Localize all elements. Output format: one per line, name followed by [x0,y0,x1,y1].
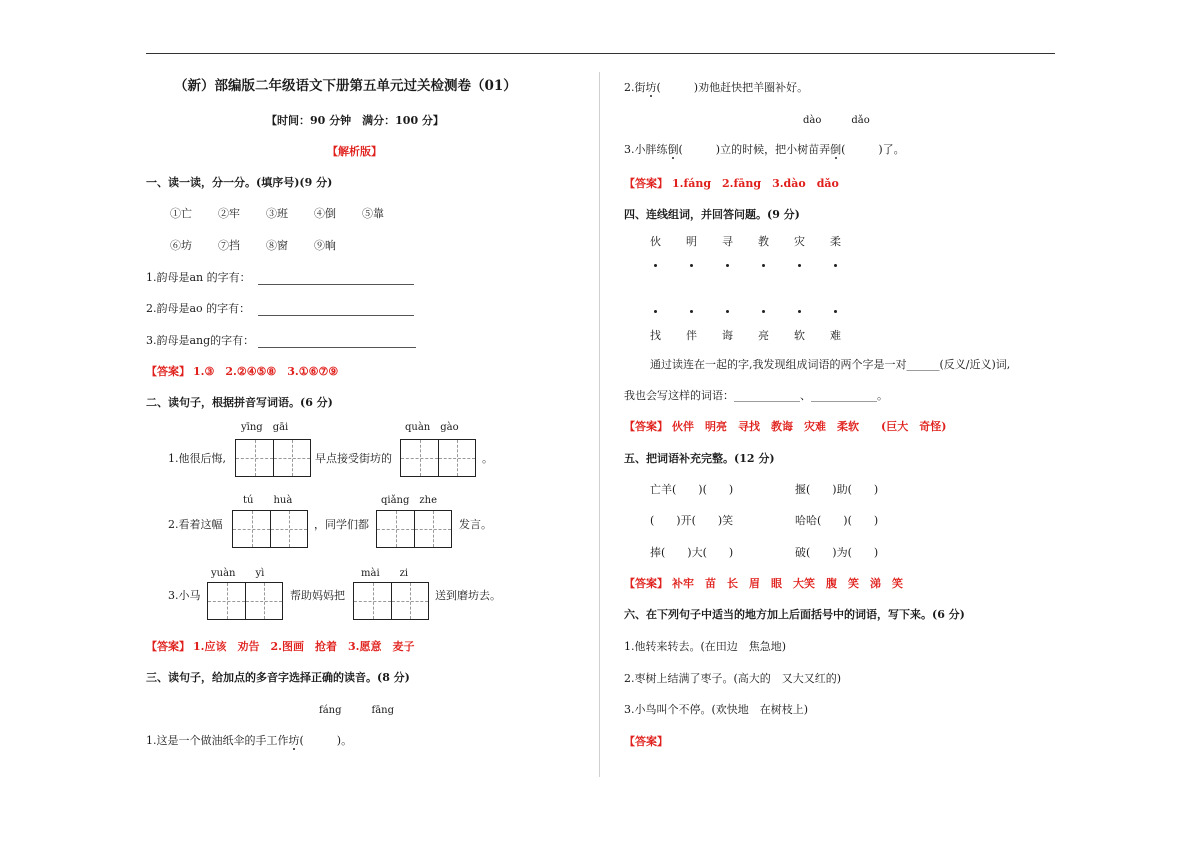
q1-item-3: 3.韵母是ang的字有： [146,334,255,347]
q3-answer-label: 【答案】 [624,177,668,190]
q2-heading: 二、读句子，根据拼音写词语。(6 分) [146,396,333,409]
q2-writing-grid-2a[interactable] [232,510,308,548]
q3-s3-dotted-char-1: 倒 [667,143,679,156]
q1-char: ⑦挡 [218,239,240,252]
q3-s3-post: ( )了。 [841,143,905,156]
q6-item-3: 3.小鸟叫个不停。(欢快地 在树枝上) [624,703,809,716]
q4-connect-dot[interactable] [654,264,657,267]
q2-sentence-1-mid: 早点接受街坊的 [315,452,392,465]
q3-s3-mid: ( )立的时候，把小树苗弄 [678,143,831,156]
q5-heading: 五、把词语补充完整。(12 分) [624,452,775,465]
q1-answer-label: 【答案】 [146,365,190,378]
q4-connect-dot[interactable] [798,310,801,313]
q2-answer-label: 【答案】 [146,640,190,653]
q2-writing-grid-3a[interactable] [207,582,283,620]
q1-answer: 1.③ 2.②④⑤⑧ 3.①⑥⑦⑨ [193,365,339,378]
q2-sentence-2-end: 发言。 [459,518,492,531]
q3-s2-post: ( )劝他赶快把羊圈补好。 [656,81,809,94]
q3-sentence-1 [146,734,352,748]
column-divider [599,72,600,777]
q2-pinyin-1b: quàn gào [405,422,459,433]
q6-heading: 六、在下列句子中适当的地方加上后面括号中的词语，写下来。(6 分) [624,608,965,621]
q6-item-2: 2.枣树上结满了枣子。(高大的 又大又红的) [624,672,842,685]
q4-connect-dot[interactable] [726,310,729,313]
exam-meta: 【时间：90 分钟 满分：100 分】 [266,114,444,127]
q4-prompt-line-1: 通过读连在一起的字,我发现组成词语的两个字是一对______(反义/近义)词, [650,358,1011,371]
q4-bottom-char: 难 [830,329,841,342]
q4-top-char: 教 [758,235,769,248]
q2-pinyin-3b: mài zi [361,568,409,579]
q4-top-char: 明 [686,235,697,248]
q3-sentence-2 [624,81,808,95]
q1-char: ③班 [266,207,288,220]
q4-bottom-char: 找 [650,329,661,342]
q2-sentence-3-mid: 帮助妈妈把 [290,589,345,602]
q2-sentence-2-start: 2.看着这幅 [168,518,223,531]
q5-answer: 补牢 苗 长 眉 眼 大笑 腹 笑 涕 笑 [672,577,903,590]
q4-bottom-char: 软 [794,329,805,342]
q1-char: ⑤靠 [362,207,384,220]
edition-label: 【解析版】 [327,145,382,158]
q5-phrase[interactable]: 亡羊( )( ) [650,483,734,496]
q2-sentence-2-mid: ，同学们都 [314,518,369,531]
q2-pinyin-2b: qiǎng zhe [381,495,438,506]
q4-connect-dot[interactable] [690,264,693,267]
q5-phrase[interactable]: 破( )为( ) [795,546,879,559]
q1-answer-line-1[interactable] [258,284,414,285]
q3-s1-dotted-char: 坊 [288,734,300,747]
q4-connect-dot[interactable] [762,264,765,267]
q2-sentence-1-end: 。 [482,452,493,465]
page-top-rule [146,53,1055,54]
q3-s2-pre: 2.街 [624,81,646,94]
q2-answer: 1.应该 劝告 2.图画 抢着 3.愿意 麦子 [193,640,415,653]
q4-bottom-char: 诲 [722,329,733,342]
q1-item-2: 2.韵母是ao 的字有： [146,302,251,315]
page-title: （新）部编版二年级语文下册第五单元过关检测卷（01） [174,78,517,94]
q4-top-char: 柔 [830,235,841,248]
q1-heading: 一、读一读，分一分。(填序号)(9 分) [146,176,333,189]
q3-s3-pre: 3.小胖练 [624,143,668,156]
q5-phrase[interactable]: ( )开( )笑 [650,514,734,527]
q6-item-1: 1.他转来转去。(在田边 焦急地) [624,640,787,653]
q1-char: ⑥坊 [170,239,192,252]
q2-pinyin-2a: tú huà [243,495,293,506]
q4-top-char: 灾 [794,235,805,248]
q2-writing-grid-2b[interactable] [376,510,452,548]
q4-connect-dot[interactable] [798,264,801,267]
q2-writing-grid-1b[interactable] [400,439,476,477]
q4-connect-dot[interactable] [654,310,657,313]
q4-top-char: 寻 [722,235,733,248]
q1-answer-line-2[interactable] [258,315,414,316]
q5-phrase[interactable]: 哈哈( )( ) [795,514,879,527]
q3-s2-dotted-char: 坊 [645,81,657,94]
q1-answer-line-3[interactable] [258,347,416,348]
q4-connect-dot[interactable] [762,310,765,313]
q4-bottom-char: 伴 [686,329,697,342]
q4-connect-dot[interactable] [834,264,837,267]
q2-writing-grid-1a[interactable] [235,439,311,477]
q5-phrase[interactable]: 揠( )助( ) [795,483,879,496]
q4-heading: 四、连线组词，并回答问题。(9 分) [624,208,800,221]
q5-answer-label: 【答案】 [624,577,668,590]
q3-answer: 1.fáng 2.fāng 3.dào dǎo [672,177,839,190]
q1-item-1: 1.韵母是an 的字有： [146,271,251,284]
q4-prompt-line-2: 我也会写这样的词语：____________、____________。 [624,389,888,402]
q3-pinyin-options-b: dào dǎo [803,115,870,126]
q3-heading: 三、读句子，给加点的多音字选择正确的读音。(8 分) [146,671,410,684]
q1-char: ⑨晌 [314,239,336,252]
q3-s1-pre: 1.这是一个做油纸伞的手工作 [146,734,289,747]
q4-answer: 伙伴 明亮 寻找 教诲 灾难 柔软 (巨大 奇怪) [672,420,947,433]
q5-phrase[interactable]: 捧( )大( ) [650,546,734,559]
q1-char: ⑧窗 [266,239,288,252]
q3-s3-dotted-char-2: 倒 [830,143,842,156]
q4-bottom-char: 亮 [758,329,769,342]
q2-sentence-3-end: 送到磨坊去。 [435,589,501,602]
q1-char: ②牢 [218,207,240,220]
q4-connect-dot[interactable] [726,264,729,267]
q3-sentence-3 [624,143,905,157]
q6-answer-label: 【答案】 [624,735,668,748]
q4-answer-label: 【答案】 [624,420,668,433]
q2-sentence-1-start: 1.他很后悔, [168,452,226,465]
q4-top-char: 伙 [650,235,661,248]
q3-pinyin-options-a: fáng fāng [319,705,395,716]
q2-sentence-3-start: 3.小马 [168,589,201,602]
q4-connect-dot[interactable] [834,310,837,313]
q2-writing-grid-3b[interactable] [353,582,429,620]
q3-s1-post: ( )。 [299,734,353,747]
q1-char: ④倒 [314,207,336,220]
q1-char: ①亡 [170,207,192,220]
q4-connect-dot[interactable] [690,310,693,313]
q2-pinyin-3a: yuàn yì [211,568,265,579]
q2-pinyin-1a: yīng gāi [241,422,289,433]
